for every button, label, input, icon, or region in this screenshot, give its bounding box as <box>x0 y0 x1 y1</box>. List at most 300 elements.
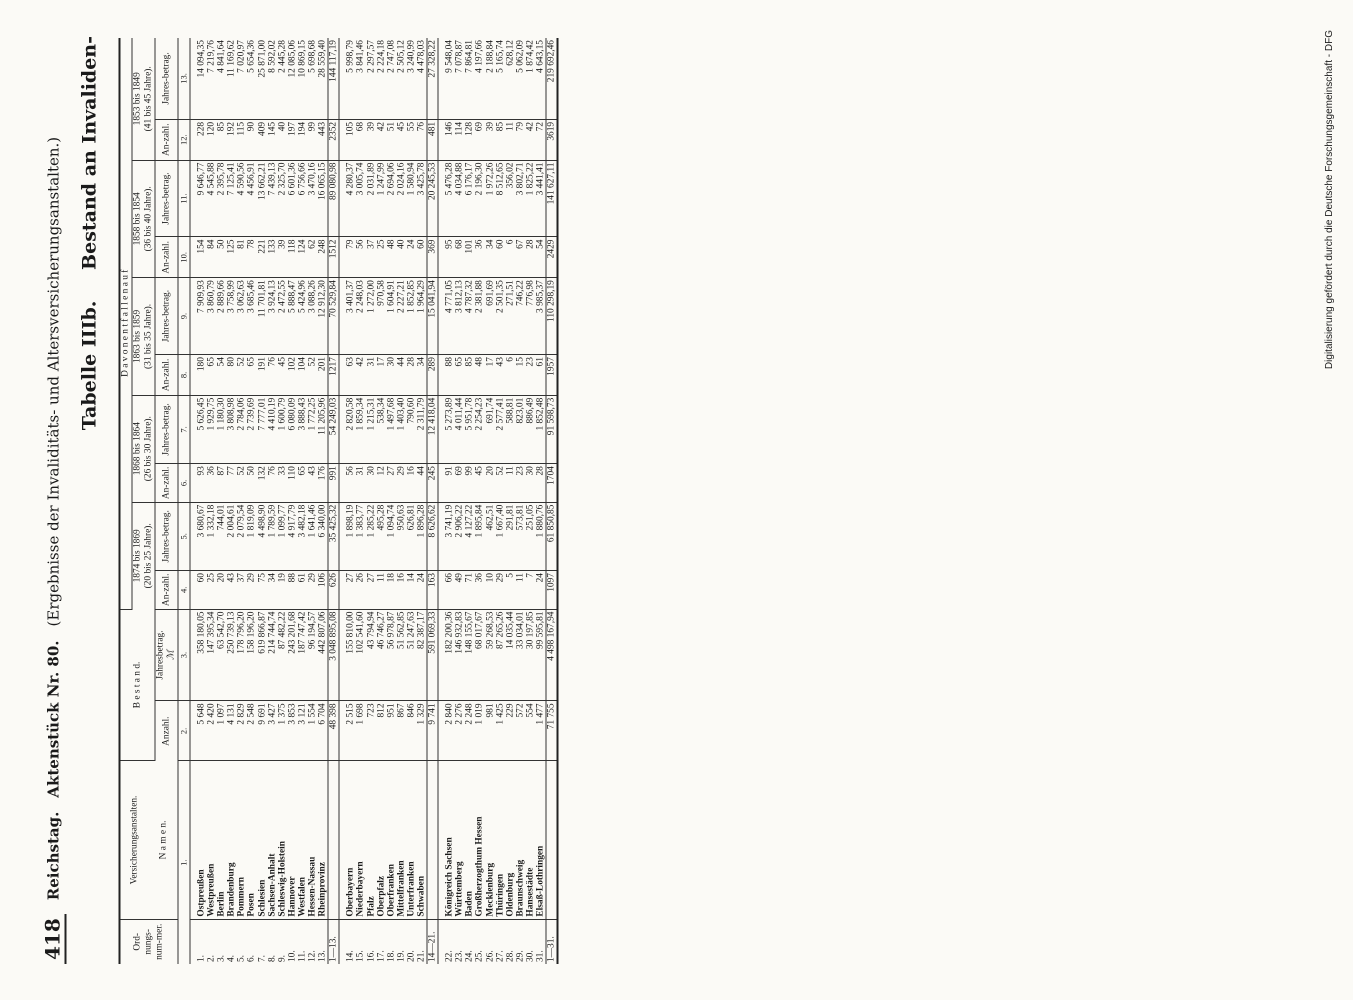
cell-value: 2 505,12 <box>396 38 406 119</box>
column-number: 10. <box>178 237 190 278</box>
cell-value: 250 739,13 <box>226 609 236 701</box>
cell-value: 34 <box>267 571 277 609</box>
cell-value: 4 771,05 <box>444 278 454 355</box>
cell-value: 1 097 <box>216 701 226 761</box>
cell-value: 146 <box>444 119 454 160</box>
cell-value: 69 <box>474 119 484 160</box>
cell-value: 87 482,22 <box>277 609 287 701</box>
cell-value: 7 219,76 <box>206 38 216 119</box>
cell-value: 29 <box>396 464 406 502</box>
col-g2-anzahl: An-zahl. <box>155 464 178 502</box>
cell-value: 80 <box>226 355 236 396</box>
cell-value: 155 810,00 <box>345 609 355 701</box>
row-number: 30. <box>524 950 535 962</box>
cell-value: 5 698,68 <box>307 38 317 119</box>
col-jahresbetrag-label: Jahresbetrag. <box>155 630 165 680</box>
cell-value: 61 850,85 <box>546 502 558 570</box>
cell-value: 4 787,32 <box>464 278 474 355</box>
cell-value: 65 <box>246 355 256 396</box>
cell-value: 99 <box>307 119 317 160</box>
cell-value: 28 <box>525 237 535 278</box>
row-name: Rheinprovinz <box>317 761 328 919</box>
row-number: 1—13. <box>328 919 339 964</box>
cell-value: 26 <box>355 571 365 609</box>
cell-value: 43 <box>307 464 317 502</box>
cell-value: 13 662,21 <box>257 160 267 237</box>
column-number: 12. <box>178 119 190 160</box>
cell-value: 442 807,06 <box>317 609 328 701</box>
row-number: 22. <box>444 950 455 962</box>
cell-value: 1097 <box>546 571 558 609</box>
cell-value: 3 401,37 <box>345 278 355 355</box>
cell-value: 84 <box>206 237 216 278</box>
cell-value: 79 <box>515 119 525 160</box>
group-5-years: 1853 bis 1849 <box>132 72 142 126</box>
cell-value: 1 964,29 <box>416 278 427 355</box>
cell-value: 15 <box>515 355 525 396</box>
cell-value: 7 125,41 <box>226 160 236 237</box>
cell-value: 187 747,42 <box>297 609 307 701</box>
cell-value: 1 852,48 <box>535 395 546 463</box>
cell-value: 214 744,74 <box>267 609 277 701</box>
cell-value: 228 <box>196 119 206 160</box>
cell-value: 154 <box>196 237 206 278</box>
cell-value: 59 268,53 <box>485 609 495 701</box>
cell-value: 554 <box>525 701 535 761</box>
cell-value: 1 272,00 <box>366 278 376 355</box>
cell-value: 124 <box>297 237 307 278</box>
cell-value: 572 <box>515 701 525 761</box>
cell-value: 1 604,91 <box>386 278 396 355</box>
row-name: Mecklenburg <box>485 761 495 919</box>
cell-value: 1 285,22 <box>366 502 376 570</box>
cell-value: 25 <box>376 237 386 278</box>
cell-value: 481 <box>427 119 438 160</box>
cell-value: 991 <box>328 464 339 502</box>
row-name: Thüringen <box>495 761 505 919</box>
cell-value: 744,01 <box>216 502 226 570</box>
cell-value: 9 691 <box>257 701 267 761</box>
cell-value: 77 <box>226 464 236 502</box>
cell-value: 6 704 <box>317 701 328 761</box>
sum-row <box>328 38 339 964</box>
spacer-cell <box>339 395 346 463</box>
group-2-ages: (26 bis 30 Jahre). <box>143 416 153 482</box>
cell-value: 49 <box>454 571 464 609</box>
cell-value: 78 <box>246 237 256 278</box>
cell-value: 31 <box>355 464 365 502</box>
cell-value: 68 <box>454 237 464 278</box>
cell-value: 443 <box>317 119 328 160</box>
row-number: 12. <box>307 950 318 962</box>
group-3-ages: (31 bis 35 Jahre). <box>143 303 153 369</box>
cell-value: 9 741 <box>427 701 438 761</box>
column-number: 3. <box>178 609 190 701</box>
table-row <box>416 38 427 964</box>
cell-value: 20 <box>216 571 226 609</box>
spacer-cell <box>190 502 197 570</box>
column-number: 4. <box>178 571 190 609</box>
cell-value: 2 501,35 <box>495 278 505 355</box>
row-name: Westpreußen <box>206 761 216 919</box>
cell-value: 886,49 <box>525 395 535 463</box>
cell-value: 1 789,59 <box>267 502 277 570</box>
cell-value: 63 542,70 <box>216 609 226 701</box>
table-head <box>119 38 190 964</box>
cell-value: 89 080,98 <box>328 160 339 237</box>
cell-value: 70 529,84 <box>328 278 339 355</box>
table-heading: Bestand an Invaliden- <box>78 36 100 270</box>
cell-value: 3 470,16 <box>307 160 317 237</box>
col-namen-label: N a m e n. <box>157 820 168 860</box>
cell-value: 145 <box>267 119 277 160</box>
cell-value: 8 626,62 <box>427 502 438 570</box>
spacer-row <box>438 38 445 964</box>
cell-value: 43 <box>495 355 505 396</box>
table-row <box>196 38 206 964</box>
cell-value: 6 601,36 <box>287 160 297 237</box>
cell-value: 812 <box>376 701 386 761</box>
cell-value: 4 917,79 <box>287 502 297 570</box>
cell-value: 2 577,41 <box>495 395 505 463</box>
spacer-cell <box>438 761 445 919</box>
cell-value: 1 895,84 <box>474 502 484 570</box>
cell-value: 30 <box>525 464 535 502</box>
cell-value: 12 <box>376 464 386 502</box>
cell-value: 9 646,77 <box>196 160 206 237</box>
cell-value: 11 <box>376 571 386 609</box>
cell-value: 867 <box>396 701 406 761</box>
cell-value: 243 201,68 <box>287 609 297 701</box>
row-name: Schlesien <box>257 761 267 919</box>
cell-value: 50 <box>246 464 256 502</box>
row-name: Niederbayern <box>355 761 365 919</box>
cell-value: 5 626,45 <box>196 395 206 463</box>
cell-value: 144 117,19 <box>328 38 339 119</box>
cell-value: 2 515 <box>345 701 355 761</box>
cell-value: 54 <box>216 355 226 396</box>
cell-value: 4 590,56 <box>236 160 246 237</box>
cell-value: 63 <box>345 355 355 396</box>
table-row <box>257 38 267 964</box>
row-number: 1—31. <box>546 919 558 964</box>
cell-value: 39 <box>366 119 376 160</box>
column-number: 6. <box>178 464 190 502</box>
cell-value: 23 <box>515 464 525 502</box>
cell-value: 60 <box>495 237 505 278</box>
cell-value: 5 648 <box>196 701 206 761</box>
cell-value: 105 <box>345 119 355 160</box>
row-number: 23. <box>454 950 465 962</box>
cell-value: 96 194,57 <box>307 609 317 701</box>
spacer-cell <box>339 761 346 919</box>
cell-value: 2 196,30 <box>474 160 484 237</box>
cell-value: 1 215,31 <box>366 395 376 463</box>
cell-value: 27 <box>386 464 396 502</box>
cell-value: 20 <box>485 464 495 502</box>
cell-value: 14 <box>406 571 416 609</box>
spacer-cell <box>438 919 445 964</box>
table-row <box>206 38 216 964</box>
cell-value: 87 265,26 <box>495 609 505 701</box>
cell-value: 1 896,28 <box>416 502 427 570</box>
table-row <box>444 38 454 964</box>
cell-value: 2 889,66 <box>216 278 226 355</box>
spacer-cell <box>190 701 197 761</box>
cell-value: 62 <box>307 237 317 278</box>
cell-value: 28 <box>406 355 416 396</box>
col-anzahl: Anzahl. <box>155 701 178 761</box>
spacer-cell <box>438 160 445 237</box>
cell-value: 5 062,09 <box>515 38 525 119</box>
header-subtitle: (Ergebnisse der Invaliditäts- und Altersversicherungsanstalten.) <box>44 136 62 627</box>
cell-value: 27 328,22 <box>427 38 438 119</box>
spacer-cell <box>339 160 346 237</box>
cell-value: 5 273,89 <box>444 395 454 463</box>
row-number: 28. <box>504 950 515 962</box>
cell-value: 17 <box>485 355 495 396</box>
spacer-cell <box>190 355 197 396</box>
cell-value: 16 <box>406 464 416 502</box>
cell-value: 358 180,05 <box>196 609 206 701</box>
cell-value: 88 <box>287 571 297 609</box>
cell-value: 1 600,79 <box>277 395 287 463</box>
cell-value: 182 200,36 <box>444 609 454 701</box>
cell-value: 4 131 <box>226 701 236 761</box>
cell-value: 3 048 895,08 <box>328 609 339 701</box>
cell-value: 48 <box>386 237 396 278</box>
row-name: Pfalz <box>366 761 376 919</box>
cell-value: 42 <box>355 355 365 396</box>
cell-value: 3 841,46 <box>355 38 365 119</box>
column-number: 13. <box>178 38 190 119</box>
cell-value: 2 420 <box>206 701 216 761</box>
cell-value: 1 403,40 <box>396 395 406 463</box>
cell-value: 2 254,23 <box>474 395 484 463</box>
cell-value: 34 <box>485 237 495 278</box>
cell-value: 43 794,94 <box>366 609 376 701</box>
spacer-cell <box>190 919 197 964</box>
spacer-cell <box>438 278 445 355</box>
cell-value: 99 <box>464 464 474 502</box>
cell-value: 46 746,27 <box>376 609 386 701</box>
cell-value: 39 <box>485 119 495 160</box>
cell-value: 28 559,40 <box>317 38 328 119</box>
cell-value: 981 <box>485 701 495 761</box>
cell-value: 1 019 <box>474 701 484 761</box>
column-number-row <box>178 38 190 964</box>
cell-value: 3 088,26 <box>307 278 317 355</box>
cell-value: 846 <box>406 701 416 761</box>
group-3-years: 1863 bis 1859 <box>132 309 142 363</box>
cell-value: 25 871,00 <box>257 38 267 119</box>
row-name: Oberbayern <box>345 761 355 919</box>
column-number: 9. <box>178 278 190 355</box>
cell-value: 52 <box>236 355 246 396</box>
cell-value: 65 <box>297 464 307 502</box>
cell-value: 2429 <box>546 237 558 278</box>
cell-value: 40 <box>396 237 406 278</box>
cell-value: 16 065,15 <box>317 160 328 237</box>
cell-value: 3 441,41 <box>535 160 546 237</box>
cell-value: 7 <box>525 571 535 609</box>
cell-value: 56 <box>355 237 365 278</box>
cell-value: 626,81 <box>406 502 416 570</box>
row-number: 7. <box>256 954 267 962</box>
cell-value: 88 <box>444 355 454 396</box>
spacer-cell <box>190 761 197 919</box>
cell-value: 4 011,44 <box>454 395 464 463</box>
row-name: Württemberg <box>454 761 464 919</box>
table-title <box>78 36 100 964</box>
cell-value: 11 169,62 <box>226 38 236 119</box>
cell-value: 2 548 <box>246 701 256 761</box>
col-g1-betrag: Jahres-betrag. <box>155 502 178 570</box>
cell-value: 1 898,19 <box>345 502 355 570</box>
row-name: Braunschweig <box>515 761 525 919</box>
cell-value: 6 <box>505 355 515 396</box>
cell-value: 2 694,06 <box>386 160 396 237</box>
row-name: Mittelfranken <box>396 761 406 919</box>
cell-value: 790,60 <box>406 395 416 463</box>
cell-value: 5 951,78 <box>464 395 474 463</box>
row-number: 4. <box>226 954 237 962</box>
cell-value: 34 <box>416 355 427 396</box>
spacer-cell <box>339 464 346 502</box>
cell-value: 591 069,33 <box>427 609 438 701</box>
cell-value: 1512 <box>328 237 339 278</box>
cell-value: 7 777,01 <box>257 395 267 463</box>
table-row <box>366 38 376 964</box>
cell-value: 51 247,63 <box>406 609 416 701</box>
cell-value: 148 155,67 <box>464 609 474 701</box>
cell-value: 823,01 <box>515 395 525 463</box>
cell-value: 40 <box>277 119 287 160</box>
cell-value: 61 <box>297 571 307 609</box>
cell-value: 158 196,20 <box>246 609 256 701</box>
cell-value: 1 859,34 <box>355 395 365 463</box>
cell-value: 1 477 <box>535 701 546 761</box>
cell-value: 50 <box>216 237 226 278</box>
cell-value: 7 078,87 <box>454 38 464 119</box>
cell-value: 44 <box>396 355 406 396</box>
cell-value: 2 445,28 <box>277 38 287 119</box>
group-1-ages: (20 bis 25 Jahre). <box>143 523 153 589</box>
cell-value: 128 <box>464 119 474 160</box>
table-row <box>485 38 495 964</box>
row-number: 26. <box>484 950 495 962</box>
mark-symbol: ℳ <box>166 650 176 661</box>
cell-value: 628,12 <box>505 38 515 119</box>
cell-value: 626 <box>328 571 339 609</box>
col-ord: Ord-nungs-num-mer. <box>119 919 178 964</box>
cell-value: 1 698 <box>355 701 365 761</box>
cell-value: 588,81 <box>505 395 515 463</box>
cell-value: 2 829 <box>236 701 246 761</box>
spacer-cell <box>339 38 346 119</box>
table-row <box>297 38 307 964</box>
table-label: Tabelle IIIb. <box>78 300 100 431</box>
cell-value: 2 227,21 <box>396 278 406 355</box>
cell-value: 197 <box>287 119 297 160</box>
cell-value: 133 <box>267 237 277 278</box>
cell-value: 99 595,81 <box>535 609 546 701</box>
cell-value: 1 329 <box>416 701 427 761</box>
cell-value: 48 <box>474 355 484 396</box>
cell-value: 36 <box>206 464 216 502</box>
col-g2-betrag: Jahres-betrag. <box>155 395 178 463</box>
cell-value: 723 <box>366 701 376 761</box>
cell-value: 72 <box>535 119 546 160</box>
cell-value: 271,51 <box>505 278 515 355</box>
cell-value: 85 <box>495 119 505 160</box>
cell-value: 12 085,06 <box>287 38 297 119</box>
row-number: 25. <box>474 950 485 962</box>
cell-value: 3 853 <box>287 701 297 761</box>
cell-value: 2 188,84 <box>485 38 495 119</box>
cell-value: 1 554 <box>307 701 317 761</box>
cell-value: 33 034,01 <box>515 609 525 701</box>
cell-value: 12 912,30 <box>317 278 328 355</box>
cell-value: 52 <box>236 464 246 502</box>
cell-value: 194 <box>297 119 307 160</box>
cell-value: 15 041,94 <box>427 278 438 355</box>
cell-value: 68 <box>355 119 365 160</box>
cell-value: 11 205,96 <box>317 395 328 463</box>
row-number: 6. <box>246 954 257 962</box>
row-name: Oberfranken <box>386 761 396 919</box>
cell-value: 1 667,40 <box>495 502 505 570</box>
cell-value: 5 888,47 <box>287 278 297 355</box>
cell-value: 10 869,15 <box>297 38 307 119</box>
cell-value: 79 <box>345 237 355 278</box>
cell-value: 61 <box>535 355 546 396</box>
spacer-cell <box>339 502 346 570</box>
cell-value: 1 099,77 <box>277 502 287 570</box>
cell-value: 2 311,79 <box>416 395 427 463</box>
cell-value: 75 <box>257 571 267 609</box>
row-name: Großherzogthum Hessen <box>474 761 484 919</box>
cell-value: 6 080,09 <box>287 395 297 463</box>
cell-value: 1 383,77 <box>355 502 365 570</box>
cell-value: 45 <box>277 355 287 396</box>
cell-value: 6 756,66 <box>297 160 307 237</box>
cell-value: 67 <box>515 237 525 278</box>
cell-value: 56 978,87 <box>386 609 396 701</box>
spacer-cell <box>190 160 197 237</box>
cell-value: 1 972,26 <box>485 160 495 237</box>
spacer-cell <box>438 502 445 570</box>
cell-value: 141 627,11 <box>546 160 558 237</box>
cell-value: 4 841,64 <box>216 38 226 119</box>
cell-value: 85 <box>464 355 474 396</box>
spacer-cell <box>438 119 445 160</box>
group-1 <box>132 502 155 609</box>
cell-value: 2 224,18 <box>376 38 386 119</box>
cell-value: 2 004,61 <box>226 502 236 570</box>
table-row <box>345 38 355 964</box>
table-row <box>546 38 558 964</box>
cell-value: 1 094,74 <box>386 502 396 570</box>
col-jahresbetrag <box>155 609 178 701</box>
cell-value: 180 <box>196 355 206 396</box>
cell-value: 42 <box>376 119 386 160</box>
cell-value: 691,74 <box>485 395 495 463</box>
header-left: Reichstag. <box>44 811 62 901</box>
cell-value: 2 472,55 <box>277 278 287 355</box>
cell-value: 45 <box>474 464 484 502</box>
column-number: 11. <box>178 160 190 237</box>
